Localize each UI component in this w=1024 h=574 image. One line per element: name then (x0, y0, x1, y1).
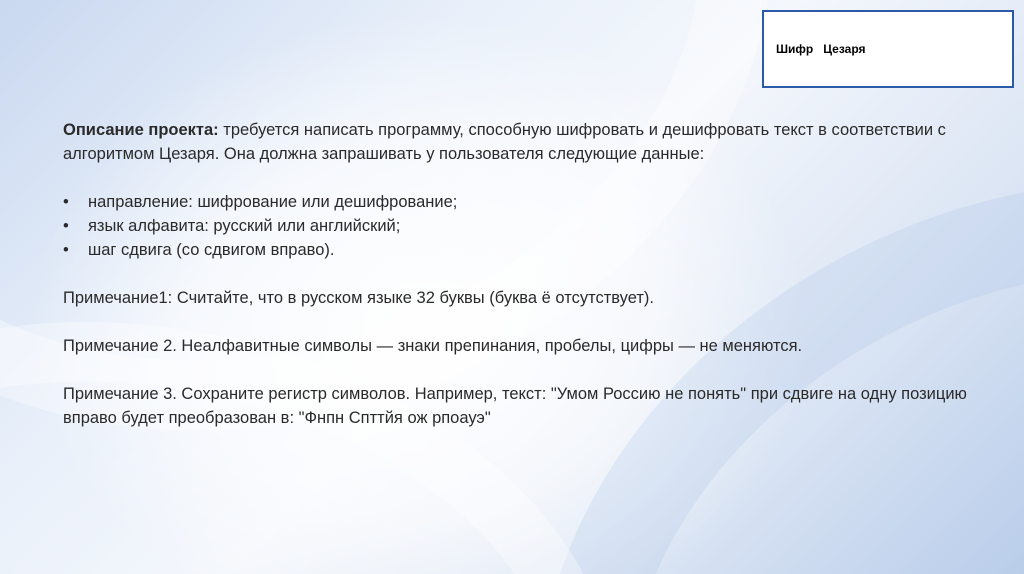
bullet-icon: • (63, 217, 69, 235)
list-item (63, 190, 983, 214)
list-item (63, 238, 983, 262)
requirements-list (63, 190, 983, 262)
bullet-icon: • (63, 193, 69, 211)
title-box (762, 10, 1014, 88)
slide-title: Шифр Цезаря (776, 42, 866, 56)
description-label: Описание проекта: (63, 121, 219, 139)
note-2: Примечание 2. Неалфавитные символы — знаки препинания, пробелы, цифры — не меняются. (63, 337, 803, 355)
project-description (63, 118, 983, 166)
bullet-icon: • (63, 241, 69, 259)
note-3: Примечание 3. Сохраните регистр символов. Например, текст: "Умом Россию не понять" при сдвиге на одну позицию вправо будет преобразован в: "Фнпн Спттйя ож рпоауэ" (63, 385, 967, 427)
description-text: требуется написать программу, способную шифровать и дешифровать текст в соответствии с алгоритмом Цезаря. Она должна запрашивать у пользователя следующие данные: (63, 121, 946, 163)
list-item-text: язык алфавита: русский или английский; (88, 217, 401, 235)
note-1: Примечание1: Считайте, что в русском языке 32 буквы (буква ё отсутствует). (63, 289, 654, 307)
list-item-text: направление: шифрование или дешифрование; (88, 193, 458, 211)
list-item-text: шаг сдвига (со сдвигом вправо). (88, 241, 335, 259)
slide-content (63, 118, 983, 430)
list-item (63, 214, 983, 238)
